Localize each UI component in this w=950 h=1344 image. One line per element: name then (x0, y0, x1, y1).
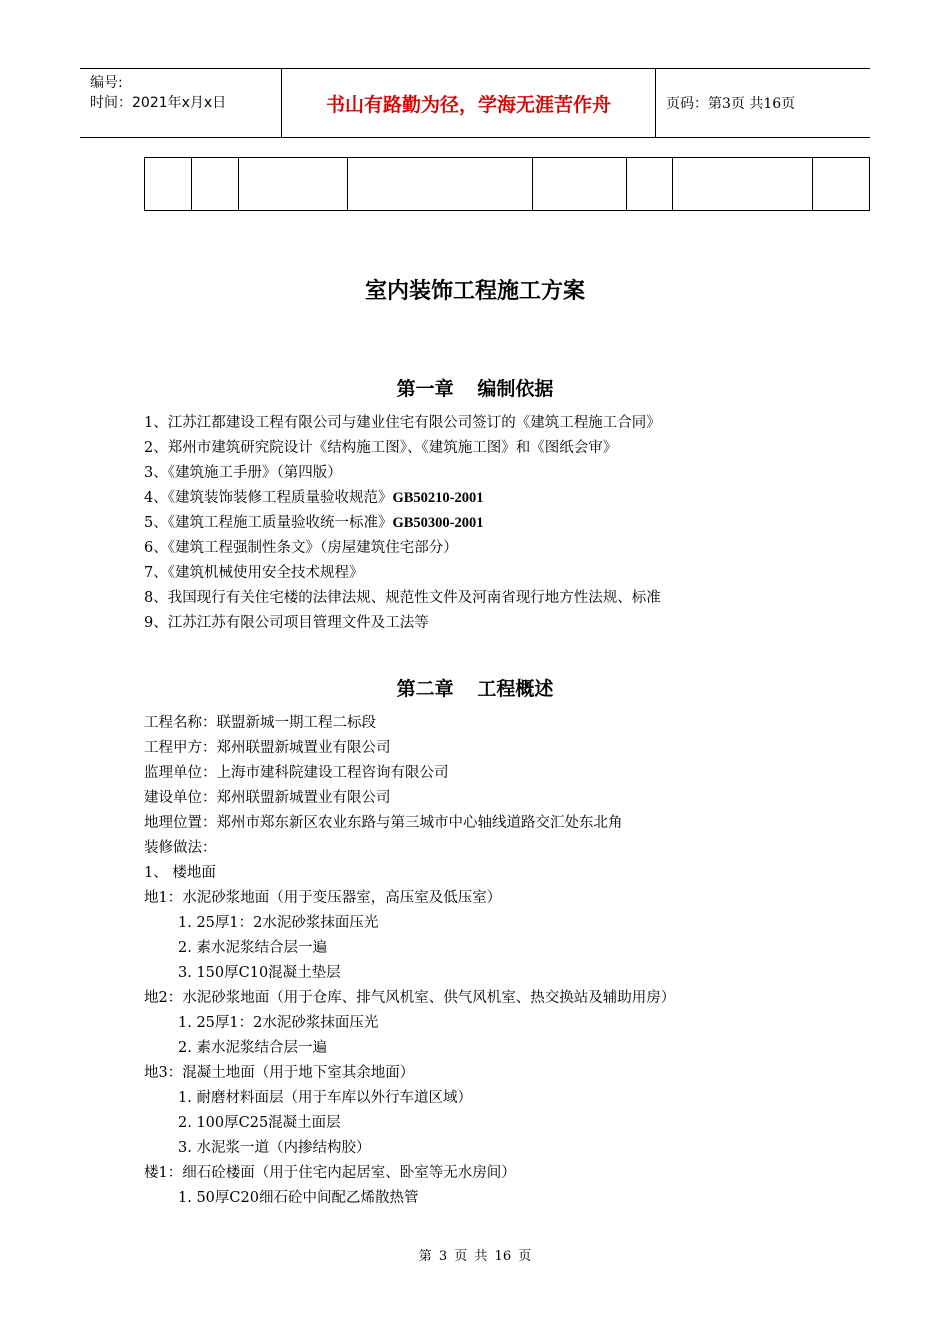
list-item: 工程名称：联盟新城一期工程二标段 (144, 715, 376, 731)
page-footer: 第 3 页 共 16 页 (418, 1249, 532, 1264)
list-item (144, 511, 864, 536)
list-item: 楼1：细石砼楼面（用于住宅内起居室、卧室等无水房间） (144, 1165, 516, 1181)
list-item-text: 4、《建筑装饰装修工程质量验收规范》 (144, 490, 393, 506)
table-row (145, 158, 870, 211)
list-item: 监理单位：上海市建科院建设工程咨询有限公司 (144, 765, 449, 781)
standard-code: GB50300-2001 (392, 515, 484, 531)
list-item: 建设单位：郑州联盟新城置业有限公司 (144, 790, 391, 806)
list-item: 2. 素水泥浆结合层一遍 (178, 940, 327, 956)
table-cell (239, 158, 348, 211)
list-item: 3. 水泥浆一道（内掺结构胶） (178, 1140, 371, 1156)
list-item: 地理位置：郑州市郑东新区农业东路与第三城市中心轴线道路交汇处东北角 (144, 815, 623, 831)
table-cell (145, 158, 192, 211)
list-item (144, 586, 864, 611)
list-item: 1. 耐磨材料面层（用于车库以外行车道区域） (178, 1090, 472, 1106)
list-item: 地2：水泥砂浆地面（用于仓库、排气风机室、供气风机室、热交换站及辅助用房） (144, 990, 676, 1006)
chapter2-heading: 第二章 工程概述 (396, 678, 554, 700)
list-item (144, 411, 864, 436)
list-item: 地3：混凝土地面（用于地下室其余地面） (144, 1065, 415, 1081)
chapter1-list (144, 411, 864, 636)
list-item: 地1：水泥砂浆地面（用于变压器室，高压室及低压室） (144, 890, 502, 906)
list-item-text: 5、《建筑工程施工质量验收统一标准》 (144, 515, 393, 531)
table-cell (813, 158, 870, 211)
chapter2-list (144, 711, 864, 1211)
table-cell (192, 158, 239, 211)
number-label: 编号: (90, 75, 123, 91)
list-item (144, 486, 864, 511)
standard-code: GB50210-2001 (392, 490, 484, 506)
table-cell (348, 158, 533, 211)
chapter1-heading: 第一章 编制依据 (396, 378, 554, 400)
list-item-text: 3、《建筑施工手册》（第四版） (144, 465, 342, 481)
list-item: 装修做法： (144, 840, 217, 856)
list-item (144, 536, 864, 561)
list-item: 1、 楼地面 (144, 865, 216, 881)
table-cell (627, 158, 673, 211)
list-item-text: 1、江苏江都建设工程有限公司与建业住宅有限公司签订的《建筑工程施工合同》 (144, 415, 661, 431)
header-page-info: 页码：第3页 共16页 (666, 96, 796, 112)
list-item: 2. 100厚C25混凝土面层 (178, 1115, 341, 1131)
list-item (144, 436, 864, 461)
list-item (144, 561, 864, 586)
list-item-text: 6、《建筑工程强制性条文》（房屋建筑住宅部分） (144, 540, 458, 556)
table-cell (533, 158, 627, 211)
header-meta (80, 69, 282, 137)
list-item-text: 2、郑州市建筑研究院设计《结构施工图》、《建筑施工图》和《图纸会审》 (144, 440, 618, 456)
list-item: 3. 150厚C10混凝土垫层 (178, 965, 341, 981)
list-item: 1. 50厚C20细石砼中间配乙烯散热管 (178, 1190, 419, 1206)
header-slogan: 书山有路勤为径，学海无涯苦作舟 (282, 69, 656, 137)
list-item-text: 8、我国现行有关住宅楼的法律法规、规范性文件及河南省现行地方性法规、标准 (144, 590, 661, 606)
list-item: 工程甲方：郑州联盟新城置业有限公司 (144, 740, 391, 756)
list-item (144, 611, 864, 636)
list-item: 1. 25厚1：2水泥砂浆抹面压光 (178, 1015, 379, 1031)
page-header (80, 68, 870, 138)
list-item-text: 7、《建筑机械使用安全技术规程》 (144, 565, 364, 581)
list-item (144, 461, 864, 486)
list-item-text: 9、江苏江苏有限公司项目管理文件及工法等 (144, 615, 429, 631)
document-title: 室内装饰工程施工方案 (364, 279, 585, 304)
time-label: 时间：2021年x月x日 (90, 95, 227, 111)
list-item: 1. 25厚1：2水泥砂浆抹面压光 (178, 915, 379, 931)
empty-table (144, 157, 870, 211)
table-cell (673, 158, 813, 211)
list-item: 2. 素水泥浆结合层一遍 (178, 1040, 327, 1056)
